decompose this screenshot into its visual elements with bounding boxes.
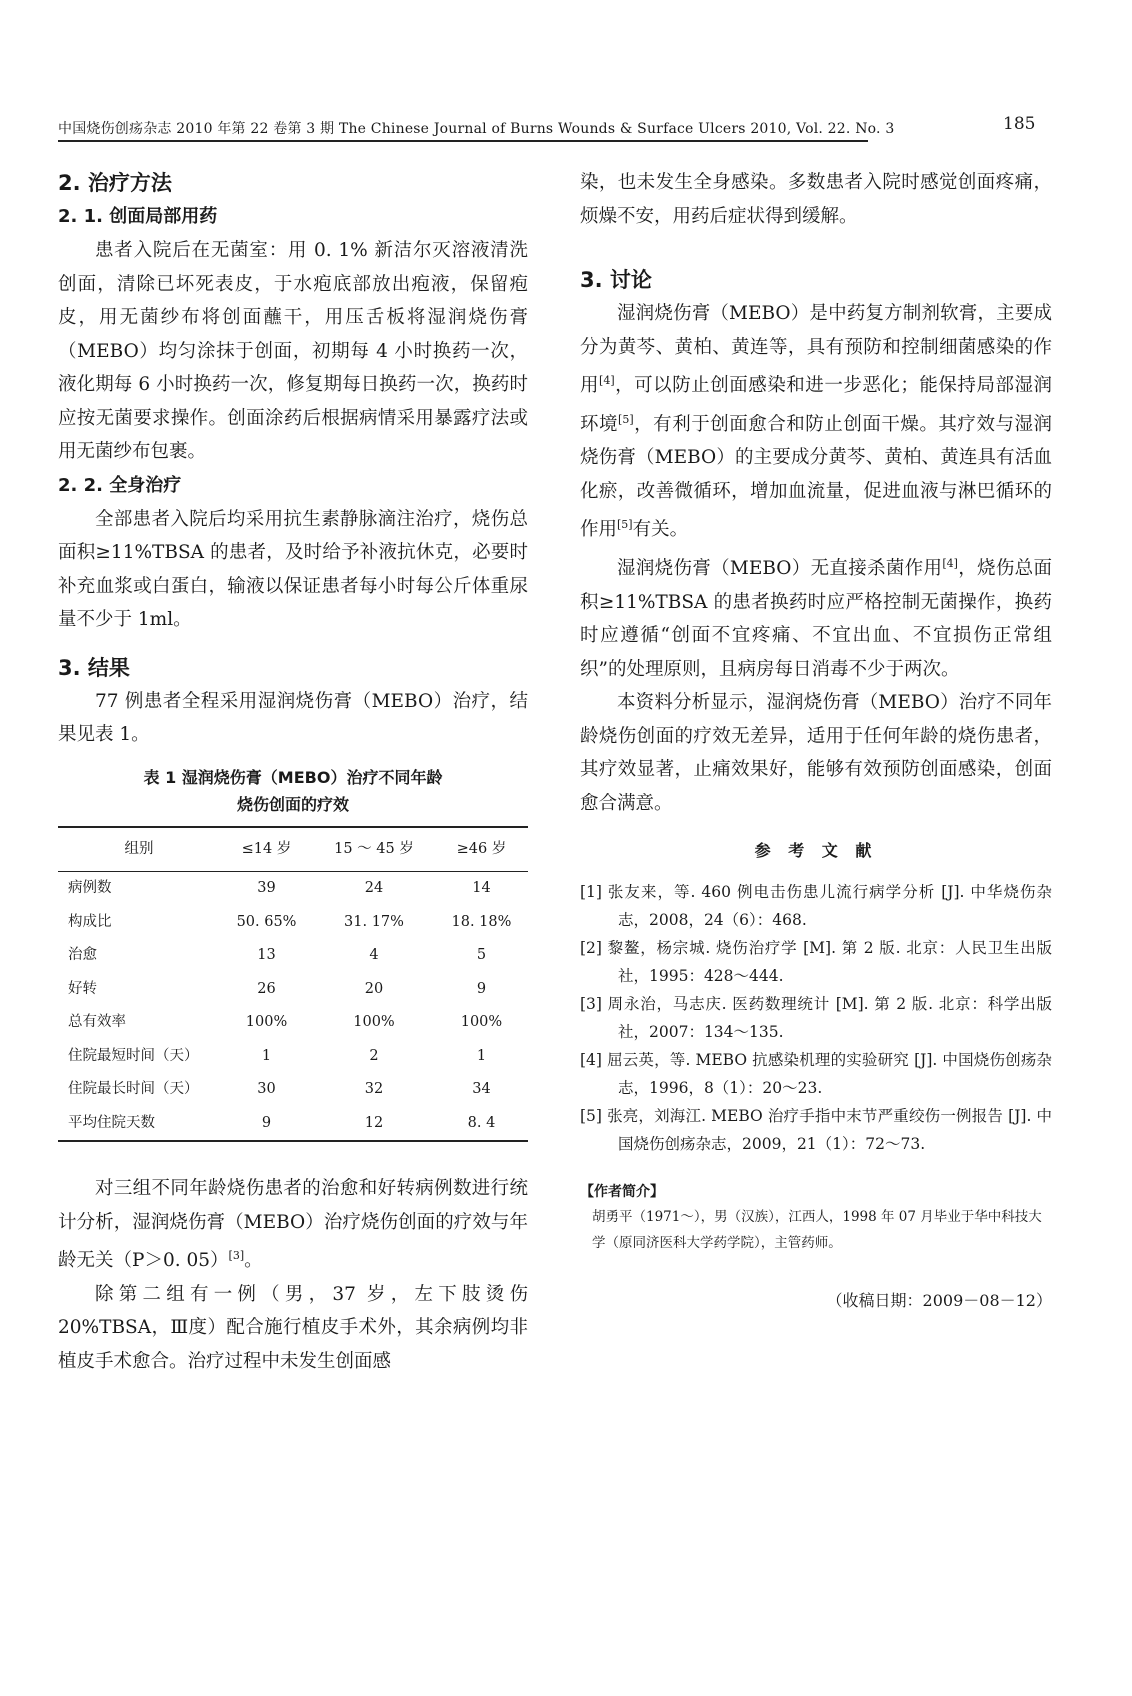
table-header-cell: ≥46 岁 [435,827,528,872]
paragraph-graft: 除第二组有一例（男，37 岁，左下肢烫伤 20%TBSA，Ⅲ度）配合施行植皮手术外，其余病例均非植皮手术愈合。治疗过程中未发生创面感 [58,1283,528,1372]
table-cell: 2 [369,1047,379,1064]
table-cell: 100% [460,1014,503,1030]
table-cell: 24 [364,880,384,896]
table-cell: 13 [257,947,276,963]
table-row [58,973,528,1007]
citation: [5] [618,412,634,426]
citation: [4] [599,374,615,387]
table-cell: 39 [257,880,276,896]
table-header-cell: 组别 [58,827,220,872]
table-cell: 1 [261,1047,272,1064]
table-cell: 20 [364,980,384,997]
discussion-2b: ，烧伤总面积≥11%TBSA 的患者换药时应严格控制无菌操作，换药时应遵循“创面不宜疼痛、不宜出血、不宜损伤正常组织”的处理原则，且病房每日消毒不少于两次。 [580,558,1052,680]
table-cell: 5 [476,947,487,963]
paragraph-local-treatment: 患者入院后在无菌室：用 0. 1% 新洁尔灭溶液清洗创面，清除已坏死表皮，于水疱底部放出疱液，保留疱皮，用无菌纱布将创面蘸干，用压舌板将湿润烧伤膏（MEBO）均匀涂抹于创面，初期每 4 小时换药一次，液化期每 6 小时换药一次，修复期每日换药一次，换药时应按无菌要求操作。创面涂药后根据病情采用暴露疗法或用无菌纱布包裹。 [58,240,528,462]
table-cell: 住院最长时间（天） [68,1081,199,1097]
statistics-end: 。 [244,1250,263,1272]
discussion-1b: ，可以防止创面感染和进一步恶化；能保持局部湿润环境 [580,375,1052,435]
right-column [580,166,1052,1317]
references-heading: 参 考 文 献 [754,841,878,861]
citation: [5] [617,518,633,532]
table-cell: 9 [476,980,487,997]
statistics-text: 对三组不同年龄烧伤患者的治愈和好转病例数进行统计分析，湿润烧伤膏（MEBO）治疗烧伤创面的疗效与年龄无关（P＞0. 05） [58,1178,528,1272]
section-heading-discussion: 3. 讨论 [580,268,652,292]
table-cell: 4 [369,947,379,963]
table-cell: 26 [257,980,276,997]
table-row [58,872,528,906]
section-heading-results: 3. 结果 [58,655,130,680]
author-bio: 胡勇平（1971～），男（汉族），江西人，1998 年 07 月毕业于华中科技大学（原同济医科大学药学院），主管药师。 [592,1208,1042,1251]
paragraph-statistics [58,1172,528,1278]
table-cell: 治愈 [68,947,97,963]
table-cell: 8. 4 [435,1107,528,1142]
table-cell: 31. 17% [344,913,404,930]
reference-item: [4] 屈云英，等. MEBO 抗感染机理的实验研究 [J]. 中国烧伤创疡杂志，1996，8（1）：20～23. [580,1050,1052,1097]
table-cell: 总有效率 [68,1014,126,1030]
reference-item: [3] 周永治，马志庆. 医药数理统计 [M]. 第 2 版. 北京：科学出版社，2007：134～135. [580,994,1052,1041]
table-cell: 14 [472,880,491,896]
table-cell: 病例数 [68,880,112,896]
table-row [58,1107,528,1142]
discussion-1d: 有关。 [632,519,689,541]
table-cell: 12 [313,1107,435,1142]
table-caption [58,764,528,818]
citation: [4] [942,556,958,570]
paragraph-discussion-3: 本资料分析显示，湿润烧伤膏（MEBO）治疗不同年龄烧伤创面的疗效无差异，适用于任何年龄的烧伤患者，其疗效显著，止痛效果好，能够有效预防创面感染，创面愈合满意。 [580,692,1052,814]
journal-header: 中国烧伤创疡杂志 2010 年第 22 卷第 3 期 The Chinese Journal of Burns Wounds & Surface Ulcers 2010, Vol. 22. No. 3 [58,121,895,137]
reference-item: [2] 黎鳌，杨宗城. 烧伤治疗学 [M]. 第 2 版. 北京：人民卫生出版社，1995：428～444. [580,938,1052,985]
table-caption-line1: 表 1 湿润烧伤膏（MEBO）治疗不同年龄 [143,767,443,787]
header-rule [58,140,868,142]
paragraph-systemic-treatment: 全部患者入院后均采用抗生素静脉滴注治疗，烧伤总面积≥11%TBSA 的患者，及时给予补液抗休克，必要时补充血浆或白蛋白，输液以保证患者每小时每公斤体重尿量不少于 1ml。 [58,508,528,630]
table-header-cell: 15 ～ 45 岁 [313,827,435,872]
table-cell: 100% [245,1014,288,1030]
paragraph-continued: 染，也未发生全身感染。多数患者入院时感觉创面疼痛，烦燥不安，用药后症状得到缓解。 [580,172,1052,227]
results-table [58,826,528,1143]
table-row [58,1040,528,1074]
received-date: （收稿日期：2009－08－12） [826,1290,1052,1310]
table-cell: 住院最短时间（天） [68,1047,199,1064]
section-heading-treatment: 2. 治疗方法 [58,171,172,195]
table-cell: 34 [472,1081,491,1097]
author-bio-heading: 【作者简介】 [580,1183,664,1200]
reference-item: [5] 张亮，刘海江. MEBO 治疗手指中末节严重绞伤一例报告 [J]. 中国烧伤创疡杂志，2009，21（1）：72～73. [580,1106,1052,1153]
subsection-heading-local: 2. 1. 创面局部用药 [58,206,218,227]
table-header-row [58,827,528,872]
table-cell: 18. 18% [451,913,512,930]
table-cell: 30 [257,1081,276,1097]
page-number: 185 [1003,114,1036,134]
reference-item: [1] 张友来，等. 460 例电击伤患儿流行病学分析 [J]. 中华烧伤杂志，2008，24（6）：468. [580,882,1052,929]
table-row [58,906,528,940]
discussion-1c: ，有利于创面愈合和防止创面干燥。其疗效与湿润烧伤膏（MEBO）的主要成分黄芩、黄柏、黄连具有活血化瘀，改善微循环，增加血流量，促进血液与淋巴循环的作用 [580,413,1052,541]
table-cell: 构成比 [68,913,112,930]
table-header-cell: ≤14 岁 [220,827,313,872]
table-row [58,1006,528,1040]
running-header [58,118,1018,142]
left-column [58,166,528,1378]
table-cell: 32 [364,1081,384,1097]
citation: [3] [228,1249,245,1262]
discussion-1a: 湿润烧伤膏（MEBO）是中药复方制剂软膏，主要成分为黄芩、黄柏、黄连等，具有预防和控制细菌感染的作用 [580,303,1052,397]
paragraph-results: 77 例患者全程采用湿润烧伤膏（MEBO）治疗，结果见表 1。 [58,690,528,745]
table-row [58,939,528,973]
table-row [58,1073,528,1107]
table-cell: 100% [353,1014,395,1030]
subsection-heading-systemic: 2. 2. 全身治疗 [58,474,182,496]
table-caption-line2: 烧伤创面的疗效 [236,794,349,814]
paragraph-discussion-2 [580,547,1052,686]
paragraph-discussion-1 [580,297,1052,547]
discussion-2a: 湿润烧伤膏（MEBO）无直接杀菌作用 [617,558,943,580]
table-cell: 平均住院天数 [58,1107,220,1142]
table-cell: 好转 [68,980,97,997]
table-cell: 1 [476,1047,487,1064]
table-cell: 9 [220,1107,313,1142]
table-cell: 50. 65% [236,913,297,930]
